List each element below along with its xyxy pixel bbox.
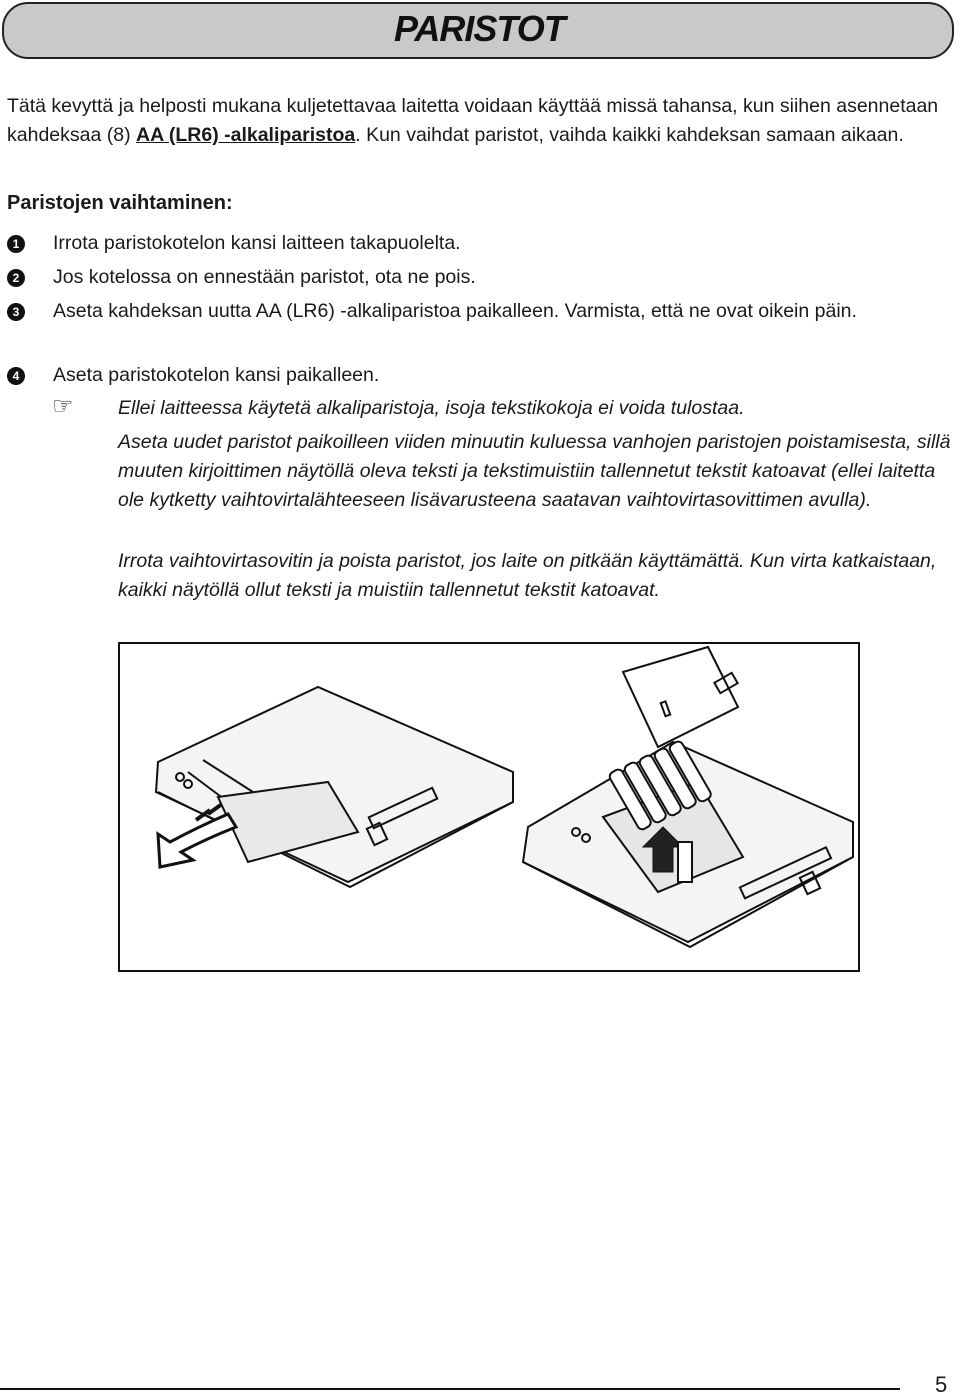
- step-text: Jos kotelossa on ennestään paristot, ota ne pois.: [53, 266, 476, 288]
- battery-installation-illustration: [118, 642, 860, 972]
- title-bar: [2, 2, 954, 59]
- battery-type: AA (LR6) -alkaliparistoa: [136, 124, 356, 146]
- step-text: Aseta kahdeksan uutta AA (LR6) -alkaliparistoa paikalleen. Varmista, että ne ovat oikein päin.: [53, 300, 857, 322]
- section-heading: Paristojen vaihtaminen:: [7, 192, 233, 214]
- page-number: 5: [935, 1372, 948, 1397]
- step-number: 1: [7, 235, 25, 253]
- step-2: [7, 263, 955, 292]
- step-text: Aseta paristokotelon kansi paikalleen.: [53, 364, 380, 386]
- page-title: PARISTOT: [394, 8, 565, 49]
- note-storage: Irrota vaihtovirtasovitin ja poista paristot, jos laite on pitkään käyttämättä. Kun virta katkaistaan, kaikki näytöllä ollut teksti ja muistiin tallennetut tekstit katoavat.: [118, 550, 937, 601]
- step-text: Irrota paristokotelon kansi laitteen takapuolelta.: [53, 232, 461, 254]
- intro-paragraph: [7, 92, 952, 150]
- intro-text-2: . Kun vaihdat paristot, vaihda kaikki kahdeksan samaan aikaan.: [355, 124, 904, 146]
- step-4: [7, 361, 955, 390]
- step-number: 2: [7, 269, 25, 287]
- step-1: [7, 229, 955, 258]
- footer-divider: [0, 1388, 900, 1390]
- note-replace-time: Aseta uudet paristot paikoilleen viiden minuutin kuluessa vanhojen paristojen poistamisesta, sillä muuten kirjoittimen näytöllä oleva teksti ja tekstimuistiin tallennetut tekstit katoavat (ellei laitetta ole kytketty vaihtovirtalähteeseen lisävarusteena saatavan vaihtovirtasovittimen avulla).: [118, 431, 951, 511]
- step-3: [7, 297, 955, 326]
- step-number: 4: [7, 367, 25, 385]
- intro-text-1: Tätä kevyttä ja helposti mukana kuljetettavaa laitetta voidaan käyttää missä tahansa, kun siihen asennetaan kahdeksaa (8): [7, 95, 939, 146]
- step-number: 3: [7, 303, 25, 321]
- note-alkaline: Ellei laitteessa käytetä alkaliparistoja, isoja tekstikokoja ei voida tulostaa.: [118, 397, 745, 419]
- pointing-hand-icon: ☞: [52, 393, 74, 420]
